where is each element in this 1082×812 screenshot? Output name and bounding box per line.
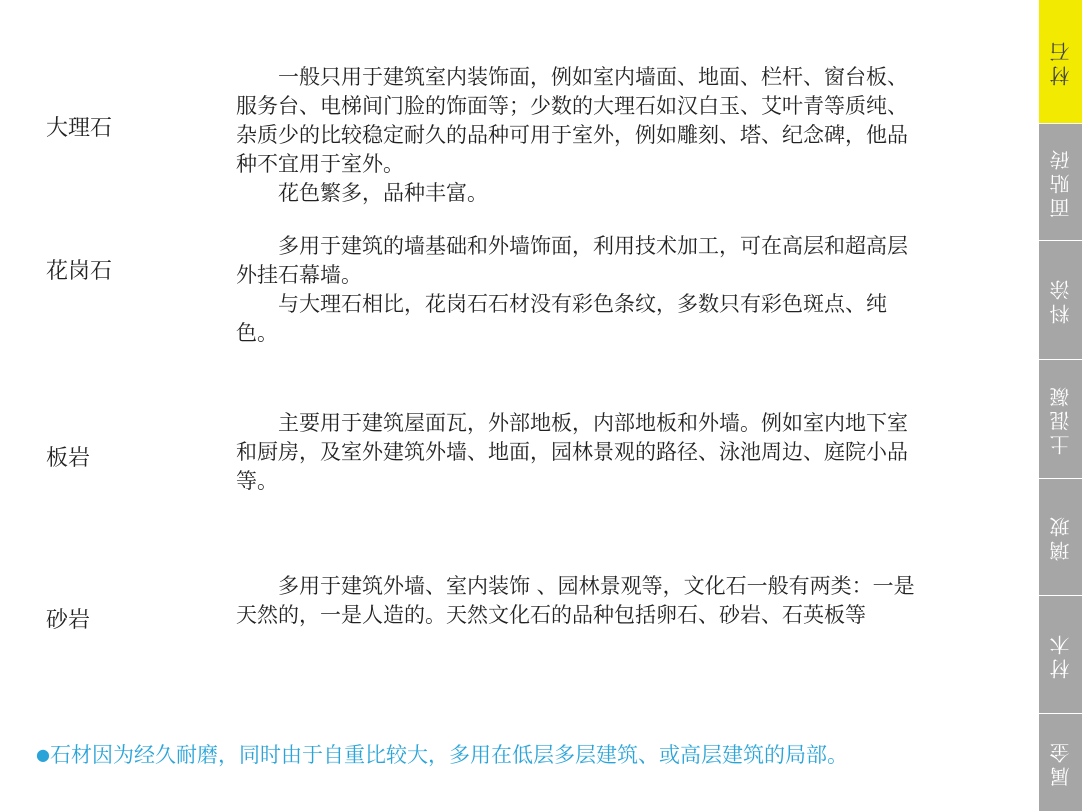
granite-description [236, 232, 926, 348]
tab-wood-label: 材木 [1049, 630, 1073, 679]
bullet-icon: ● [36, 745, 50, 764]
tab-concrete[interactable] [1039, 360, 1082, 479]
tab-metal[interactable] [1039, 714, 1082, 812]
tab-glass-label: 璃玻 [1049, 513, 1073, 561]
footer-note-text: 石材因为经久耐磨，同时由于自重比较大，多用在低层多层建筑、或高层建筑的局部。 [49, 743, 848, 767]
marble-description [236, 63, 926, 208]
stone-name-marble: 大理石 [46, 116, 113, 141]
sandstone-paragraph-1: 多用于建筑外墙、室内装饰 、园林景观等，文化石一般有两类：一是天然的，一是人造的。天然文化石的品种包括卵石、砂岩、石英板等 [236, 574, 915, 627]
footer-note [36, 740, 848, 770]
sandstone-description [236, 572, 926, 630]
tab-concrete-label: 土混凝 [1049, 383, 1073, 455]
tab-metal-label: 属金 [1049, 738, 1073, 787]
granite-paragraph-2: 与大理石相比，花岗石石材没有彩色条纹，多数只有彩色斑点、纯色。 [236, 292, 887, 345]
slate-description [236, 409, 926, 496]
granite-paragraph-1: 多用于建筑的墙基础和外墙饰面，利用技术加工，可在高层和超高层外挂石幕墙。 [236, 234, 908, 287]
tab-stone-label: 材石 [1049, 37, 1073, 86]
tab-wood[interactable] [1039, 596, 1082, 714]
tab-tiles-label: 面贴砖 [1049, 146, 1073, 218]
stone-name-granite: 花岗石 [46, 259, 113, 284]
slate-paragraph-1: 主要用于建筑屋面瓦，外部地板，内部地板和外墙。例如室内地下室和厨房，及室外建筑外墙、地面，园林景观的路径、泳池周边、庭院小品等。 [236, 411, 908, 493]
tab-paint-label: 料涂 [1049, 276, 1073, 324]
marble-paragraph-2: 花色繁多，品种丰富。 [236, 181, 488, 205]
tab-tiles[interactable] [1039, 124, 1082, 241]
stone-name-slate: 板岩 [46, 446, 91, 471]
tab-paint[interactable] [1039, 241, 1082, 360]
marble-paragraph-1: 一般只用于建筑室内装饰面，例如室内墙面、地面、栏杆、窗台板、服务台、电梯间门脸的饰面等；少数的大理石如汉白玉、艾叶青等质纯、杂质少的比较稳定耐久的品种可用于室外，例如雕刻、塔、纪念碑，他品种不宜用于室外。 [236, 65, 908, 176]
tab-glass[interactable] [1039, 479, 1082, 596]
stone-name-sandstone: 砂岩 [46, 608, 91, 633]
sidebar-nav [1039, 0, 1082, 812]
tab-stone[interactable] [1039, 0, 1082, 124]
